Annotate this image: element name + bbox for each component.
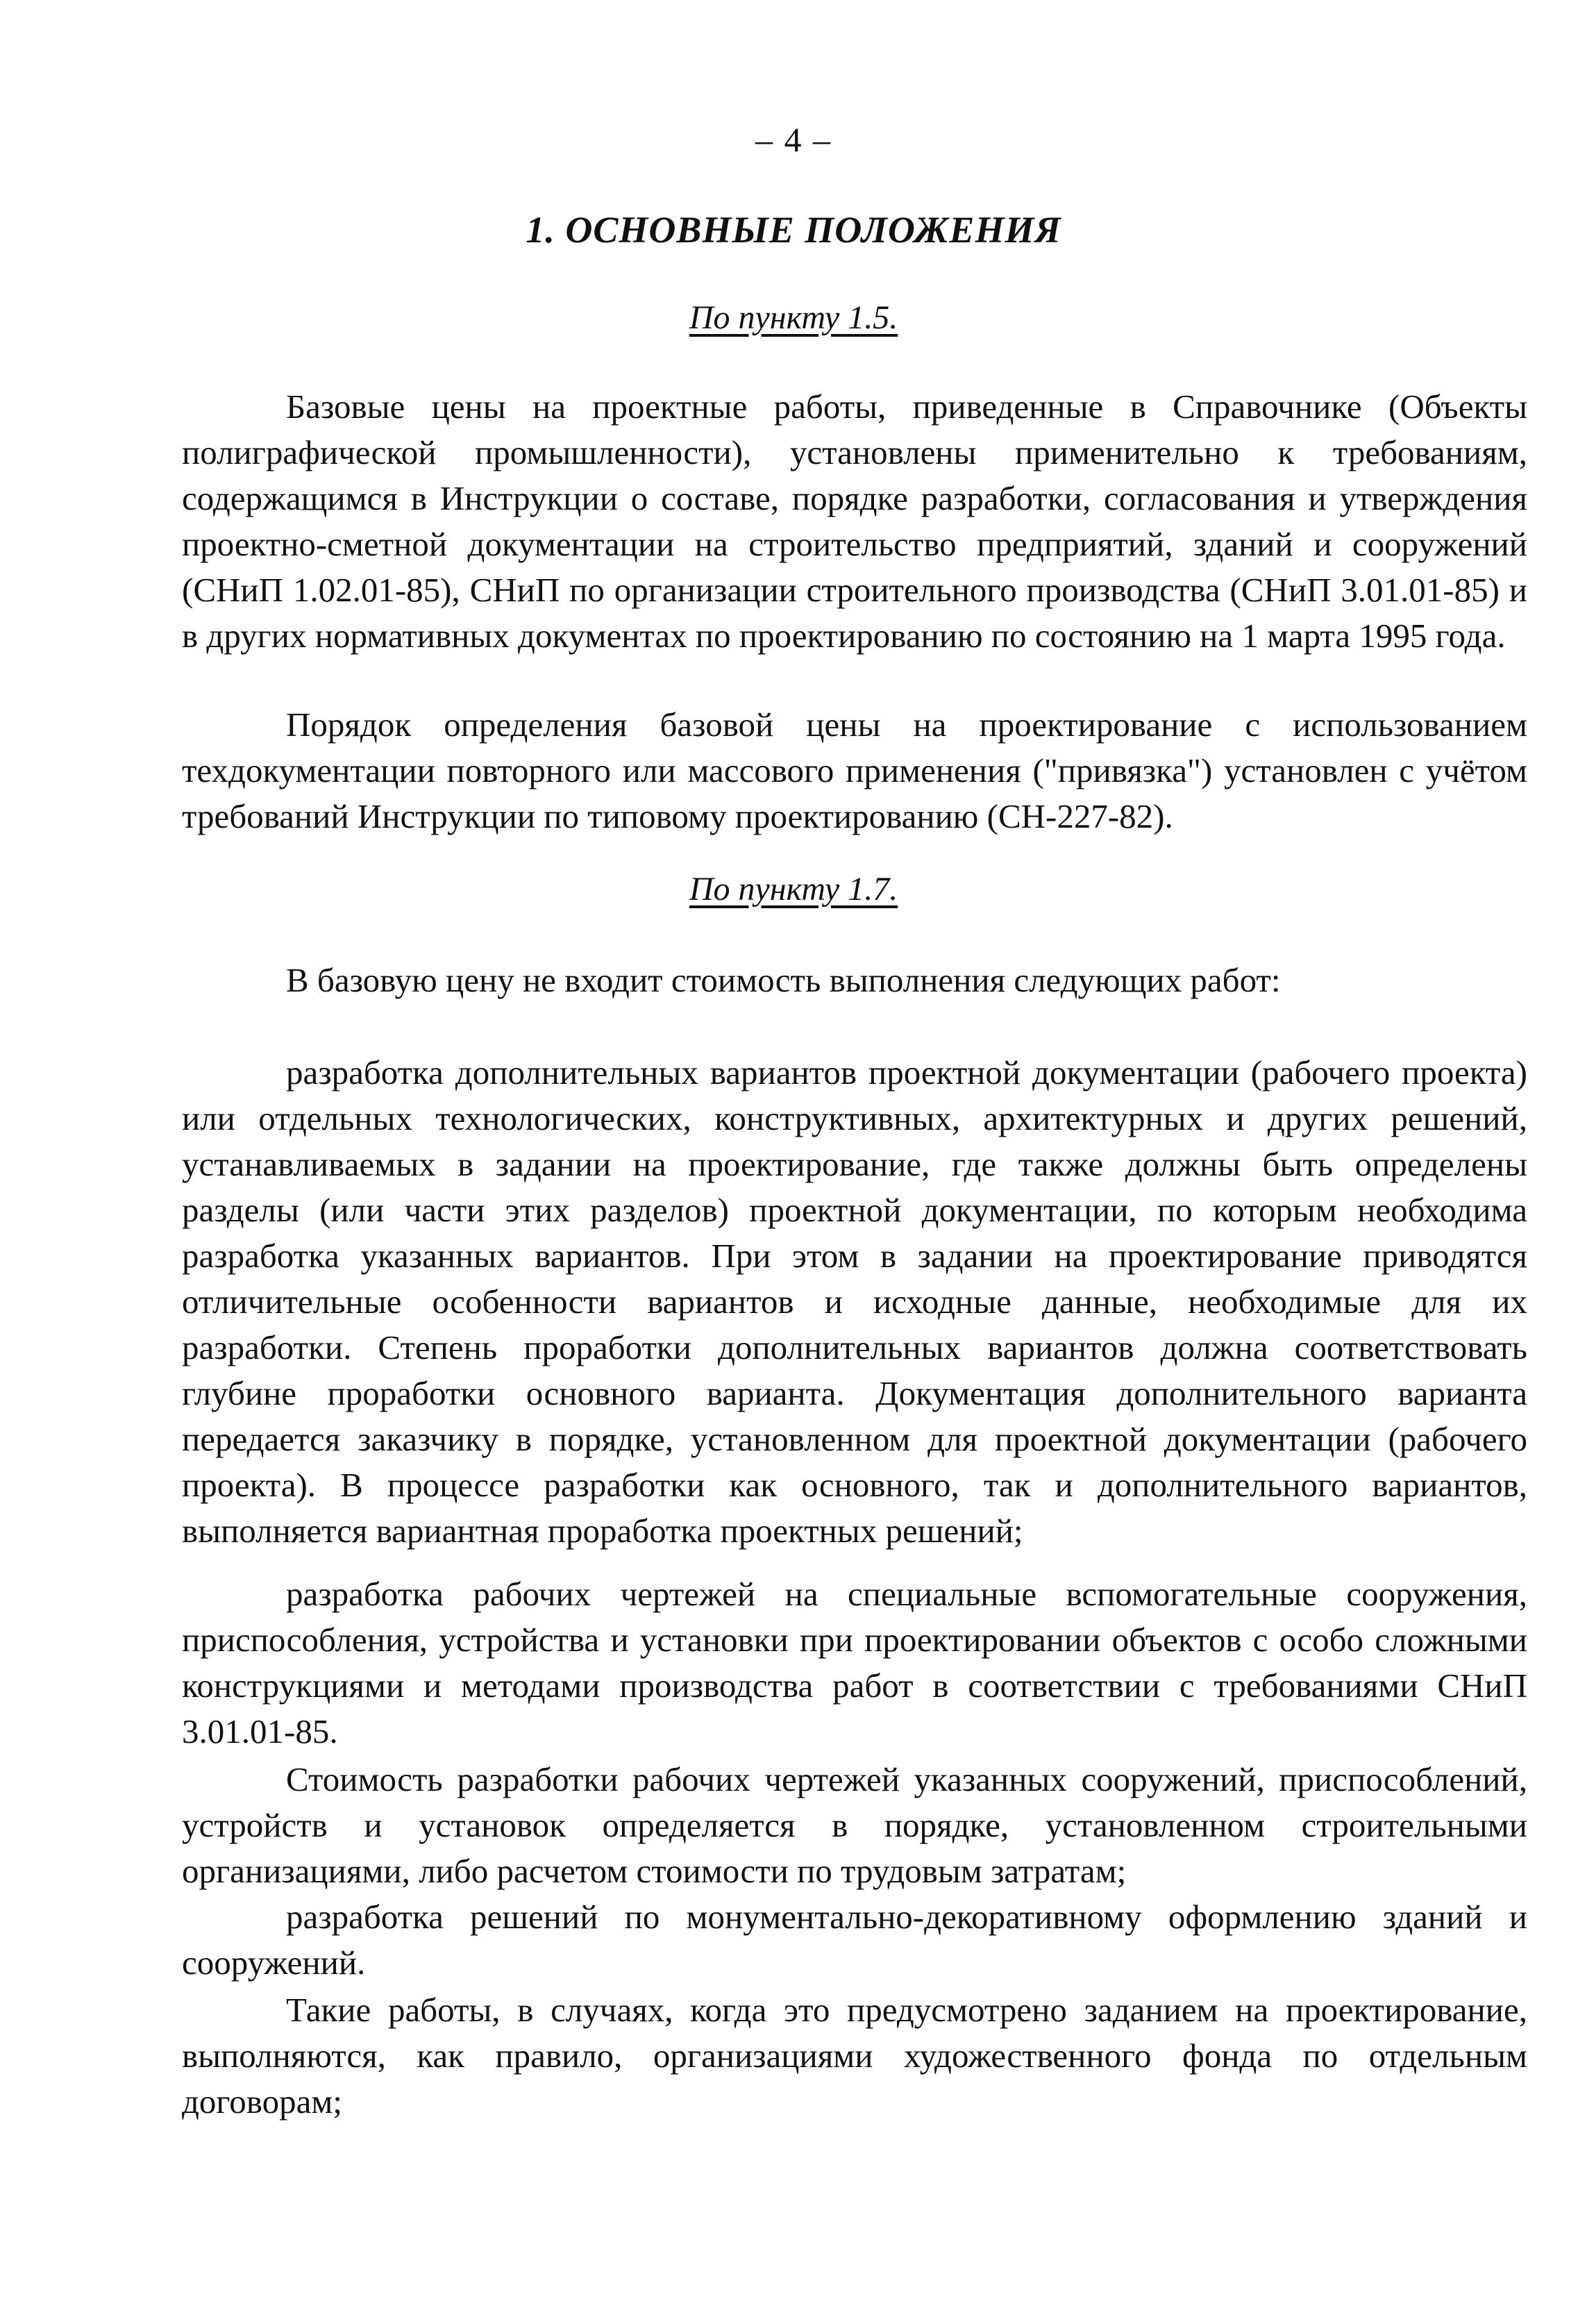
paragraph-base-prices: Базовые цены на проектные работы, приведенные в Справочнике (Объекты полиграфической промышленности), установлены применительно к требованиям, содержащимся в Инструкции о составе, порядке разработки, согласования и утверждения проектно-сметной документации на строительство предприятий, зданий и сооружений (СНиП 1.02.01-85), СНиП по организации строительного производства (СНиП 3.01.01-85) и в других нормативных документах по проектированию по состоянию на 1 марта 1995 года. — [182, 387, 1527, 655]
paragraph-excluded-intro: В базовую цену не входит стоимость выполнения следующих работ: — [286, 961, 1281, 999]
paragraph-price-order: Порядок определения базовой цены на проектирование с использованием техдокументации повторного или массового применения ("привязка") установлен с учётом требований Инструкции по типовому проектированию (СН-227-82). — [182, 705, 1527, 835]
paragraph-art-fund: Такие работы, в случаях, когда это предусмотрено заданием на проектирование, выполняются, как правило, организациями художественного фонда по отдельным договорам; — [182, 1991, 1527, 2121]
paragraph-additional-variants: разработка дополнительных вариантов проектной документации (рабочего проекта) или отдельных технологических, конструктивных, архитектурных и других решений, устанавливаемых в задании на проектирование, где также должны быть определены разделы (или части этих разделов) проектной документации, по которым необходима разработка указанных вариантов. При этом в задании на проектирование приводятся отличительные особенности вариантов и исходные данные, необходимые для их разработки. Степень проработки дополнительных вариантов должна соответствовать глубине проработки основного варианта. Документация дополнительного варианта передается заказчику в порядке, установленном для проектной документации (рабочего проекта). В процессе разработки как основного, так и дополнительного вариантов, выполняется вариантная проработка проектных решений; — [182, 1053, 1527, 1550]
paragraph-drawings-cost: Стоимость разработки рабочих чертежей указанных сооружений, приспособлений, устройств и установок определяется в порядке, установленном строительными организациями, либо расчетом стоимости по трудовым затратам; — [182, 1760, 1527, 1890]
subheading-point-1-5: По пункту 1.5. — [689, 299, 898, 336]
paragraph-decorative-design: разработка решений по монументально-декоративному оформлению зданий и сооружений. — [182, 1898, 1527, 1982]
page-number: – 4 – — [755, 120, 832, 159]
paragraph-working-drawings: разработка рабочих чертежей на специальные вспомогательные сооружения, приспособления, устройства и установки при проектировании объектов с особо сложными конструкциями и методами производства работ в соответствии с требованиями СНиП 3.01.01-85. — [182, 1575, 1527, 1750]
section-title: 1. ОСНОВНЫЕ ПОЛОЖЕНИЯ — [526, 209, 1061, 251]
subheading-point-1-7: По пункту 1.7. — [689, 871, 898, 908]
